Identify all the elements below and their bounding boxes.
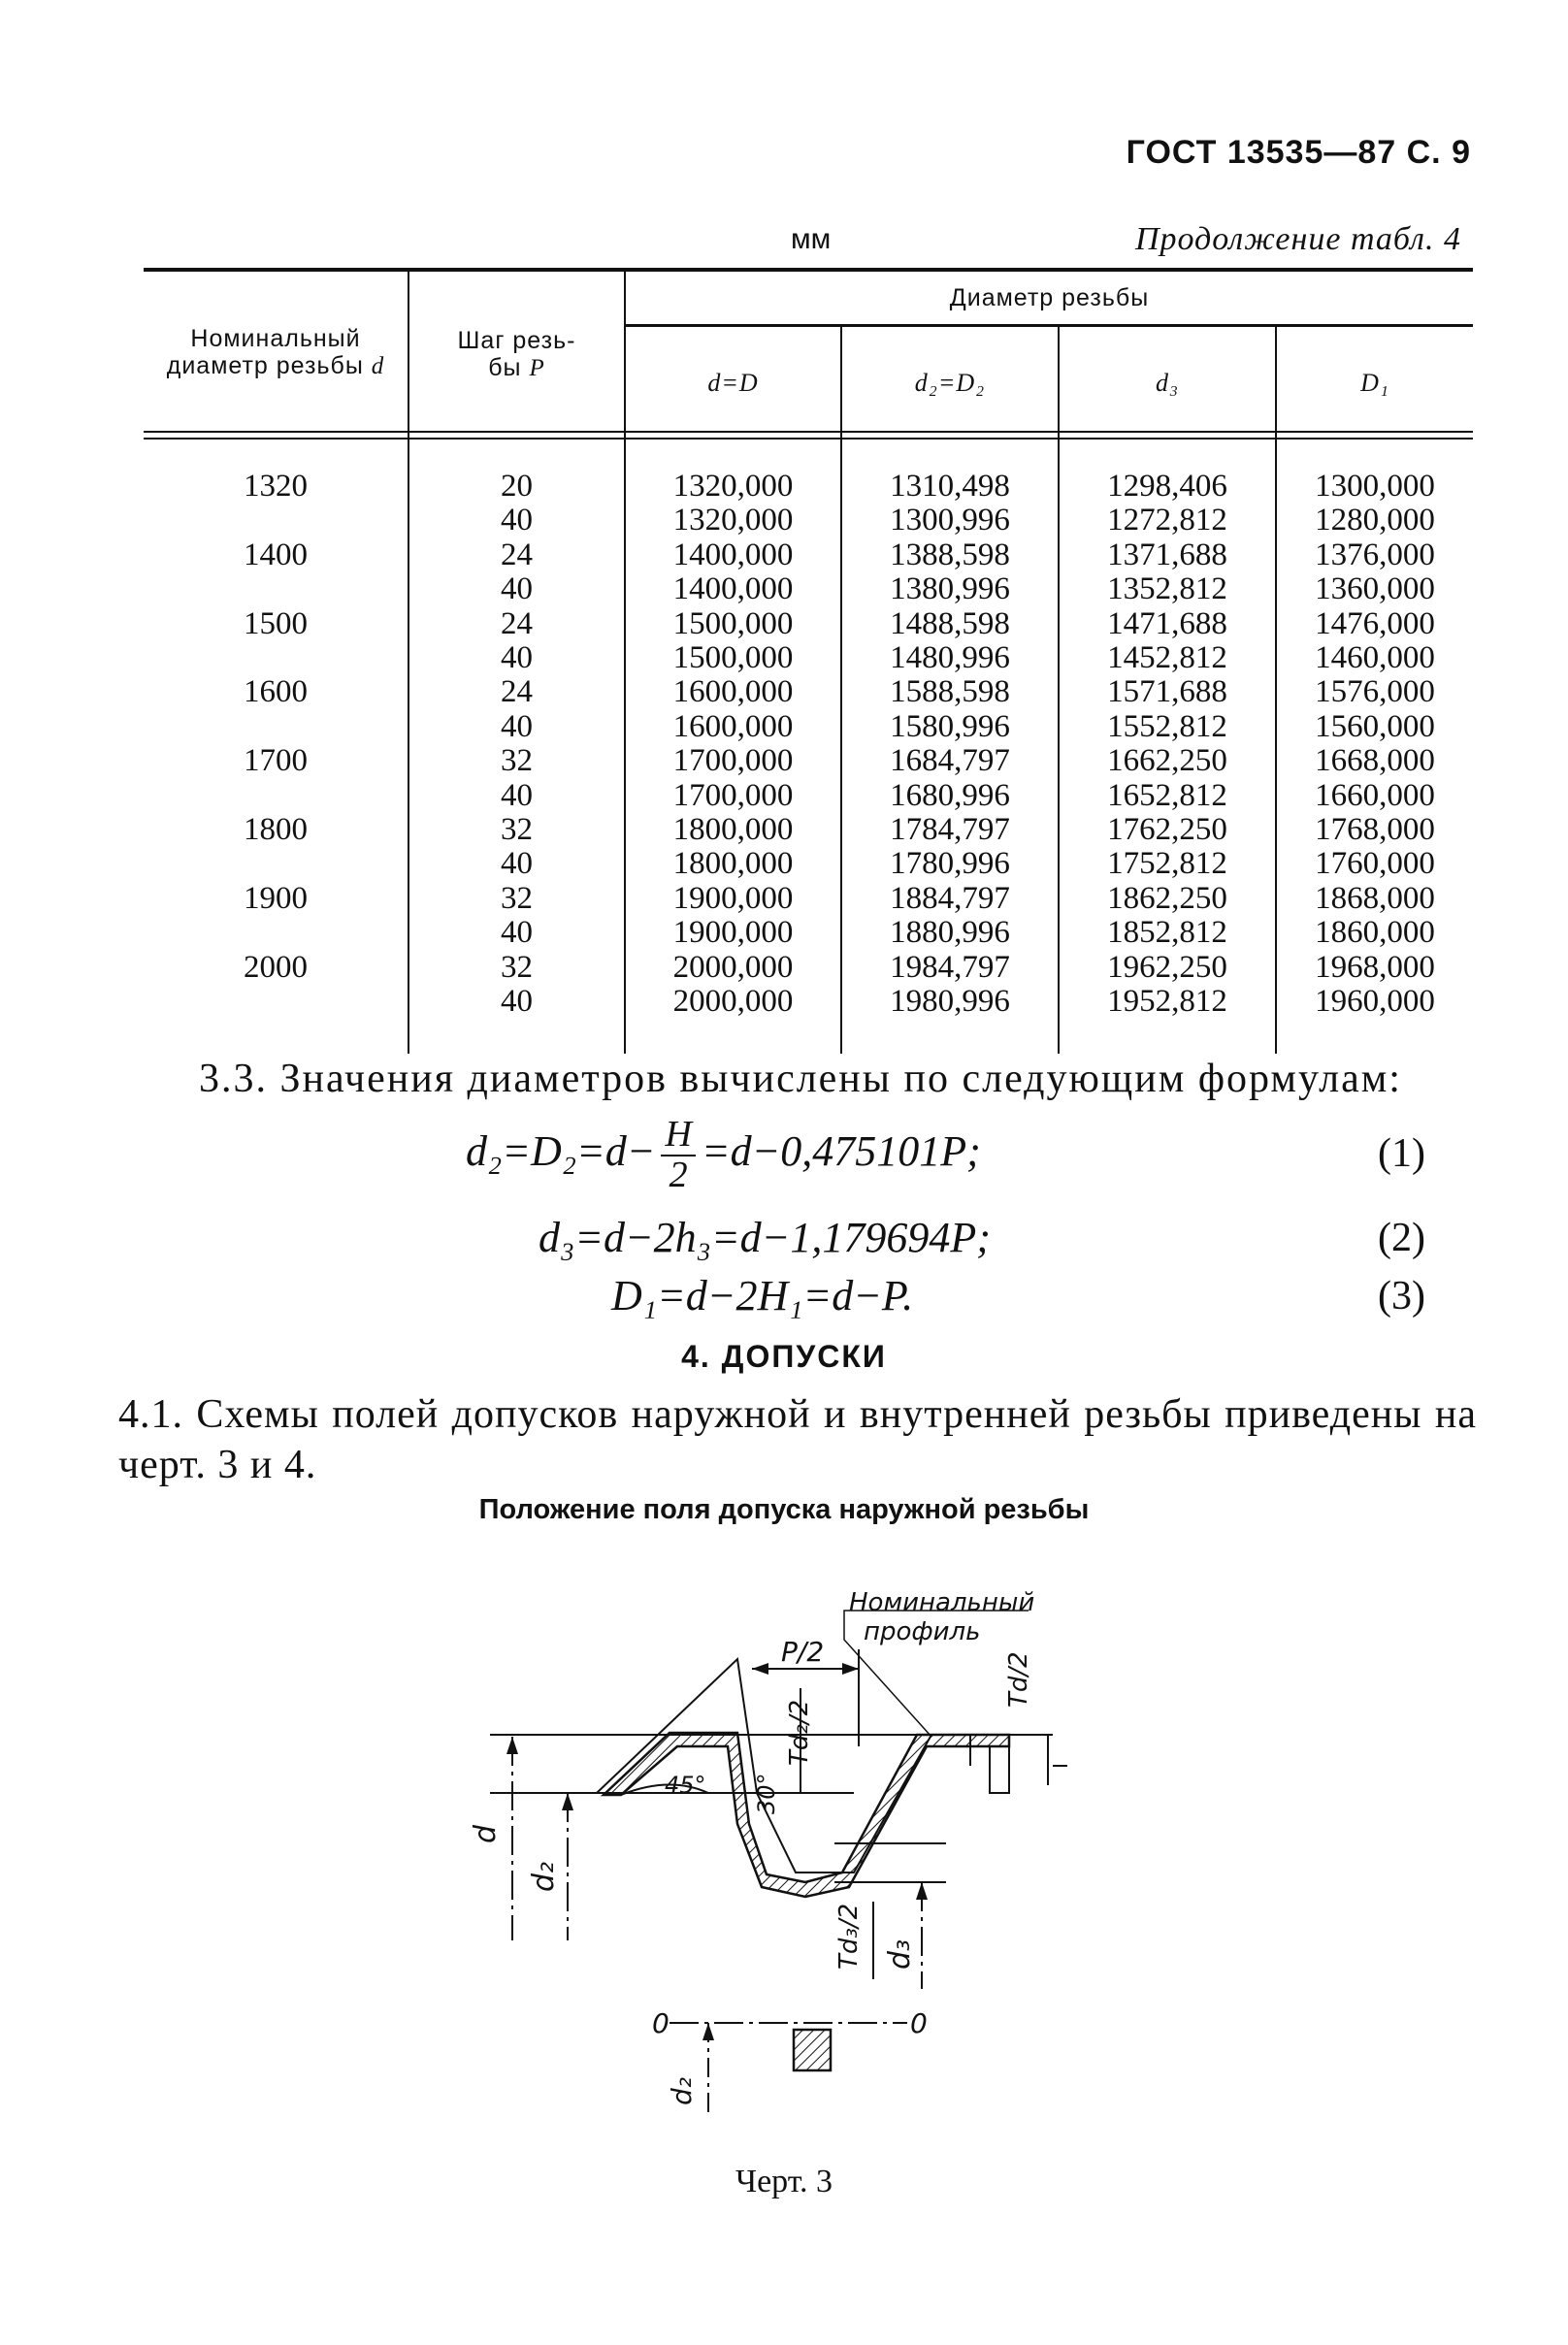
D1-cell: 1860,000 <box>1315 915 1435 951</box>
nominal-cell: 1600 <box>244 674 308 710</box>
d-D-cell: 1500,000 <box>672 605 794 641</box>
D1-cell: 1560,000 <box>1315 708 1435 744</box>
pitch-cell: 40 <box>501 708 533 744</box>
label-zero-right: 0 <box>910 2007 928 2039</box>
d3-cell: 1962,250 <box>1107 949 1227 985</box>
table-unit: мм <box>791 223 832 255</box>
formula-2: d₃=d−2h₃=d−1,179694P; <box>539 1214 991 1261</box>
D1-cell: 1968,000 <box>1315 949 1435 985</box>
page-header: ГОСТ 13535—87 С. 9 <box>1126 134 1471 171</box>
formula-1-denominator: 2 <box>669 1154 688 1195</box>
section-3-3-text: 3.3. Значения диаметров вычислены по следующим формулам: <box>199 1057 1402 1101</box>
subheader-d3: d₃ <box>1155 369 1180 397</box>
label-45: 45° <box>665 1772 706 1799</box>
section-4-1-text: 4.1. Схемы полей допусков наружной и внутренней резьбы приведены на черт. 3 и 4. <box>118 1392 1477 1487</box>
label-zero-left: 0 <box>652 2007 670 2039</box>
section-4-title: 4. ДОПУСКИ <box>681 1339 887 1374</box>
formula-3: D₁=d−2H₁=d−P. <box>611 1272 914 1319</box>
formula-1-number: (1) <box>1378 1131 1425 1176</box>
D1-cell: 1960,000 <box>1315 984 1435 1020</box>
label-nominal-2: профиль <box>864 1617 981 1646</box>
pitch-cell: 32 <box>501 949 533 985</box>
label-d2: d₂ <box>527 1861 561 1892</box>
d3-cell: 1852,812 <box>1107 915 1227 951</box>
d-D-cell: 1600,000 <box>672 674 794 710</box>
D1-cell: 1760,000 <box>1315 846 1435 882</box>
nominal-cell: 1900 <box>244 880 308 916</box>
label-td2: Td₂/2 <box>785 1699 814 1766</box>
d-D-cell: 1900,000 <box>672 880 794 916</box>
nominal-cell: 1700 <box>244 743 308 779</box>
d-D-cell: 1600,000 <box>672 708 794 744</box>
d-D-cell: 1500,000 <box>672 640 794 676</box>
pitch-cell: 32 <box>501 743 533 779</box>
nominal-cell: 1800 <box>244 811 308 847</box>
d2-cell: 1310,498 <box>890 469 1010 504</box>
d2-cell: 1980,996 <box>890 984 1010 1020</box>
d2-cell: 1680,996 <box>890 777 1010 813</box>
d2-cell: 1884,797 <box>890 880 1010 916</box>
d2-cell: 1388,598 <box>890 537 1010 572</box>
d-D-cell: 2000,000 <box>672 984 794 1020</box>
formula-1-right: =d−0,475101P; <box>701 1126 981 1175</box>
subheader-d-D: d=D <box>707 369 759 397</box>
D1-cell: 1868,000 <box>1315 880 1435 916</box>
label-d: d <box>469 1824 503 1843</box>
label-nominal-1: Номинальный <box>849 1588 1035 1617</box>
d-D-cell: 1800,000 <box>672 812 794 848</box>
pitch-cell: 40 <box>501 984 533 1020</box>
pitch-cell: 40 <box>501 846 533 882</box>
d2-cell: 1880,996 <box>890 915 1010 951</box>
pitch-cell: 40 <box>501 571 533 607</box>
D1-cell: 1768,000 <box>1315 812 1435 848</box>
pitch-cell: 40 <box>501 777 533 813</box>
formula-1-left: d₂=D₂=d− <box>466 1126 656 1175</box>
nominal-cell: 1320 <box>244 469 308 504</box>
nominal-cell: 1400 <box>244 537 308 572</box>
d3-cell: 1862,250 <box>1107 880 1227 916</box>
d2-cell: 1488,598 <box>890 605 1010 641</box>
d2-cell: 1780,996 <box>890 846 1010 882</box>
pitch-cell: 24 <box>501 674 533 710</box>
subheader-d2-D2: d₂=D₂ <box>914 369 986 397</box>
d2-cell: 1784,797 <box>890 812 1010 848</box>
d-D-cell: 1700,000 <box>672 777 794 813</box>
D1-cell: 1280,000 <box>1315 503 1435 538</box>
pitch-cell: 32 <box>501 880 533 916</box>
subheader-D1: D₁ <box>1360 369 1389 397</box>
header-thread-diameter: Диаметр резьбы <box>949 284 1150 311</box>
d3-cell: 1652,812 <box>1107 777 1227 813</box>
d3-cell: 1471,688 <box>1107 605 1227 641</box>
d2-cell: 1300,996 <box>890 503 1010 538</box>
D1-cell: 1476,000 <box>1315 605 1435 641</box>
d-D-cell: 1320,000 <box>672 469 794 504</box>
formula-3-number: (3) <box>1378 1274 1425 1319</box>
figure-caption: Черт. 3 <box>735 2164 833 2199</box>
d3-cell: 1662,250 <box>1107 743 1227 779</box>
pitch-cell: 20 <box>501 469 533 504</box>
d-D-cell: 1700,000 <box>672 743 794 779</box>
d3-cell: 1452,812 <box>1107 640 1227 676</box>
d3-cell: 1552,812 <box>1107 708 1227 744</box>
d3-cell: 1752,812 <box>1107 846 1227 882</box>
table-continuation: Продолжение табл. 4 <box>1134 221 1461 257</box>
formula-2-number: (2) <box>1378 1216 1425 1260</box>
nominal-cell: 2000 <box>244 949 308 985</box>
D1-cell: 1460,000 <box>1315 640 1435 676</box>
formula-1-numerator: H <box>661 1116 695 1156</box>
pitch-cell: 24 <box>501 537 533 572</box>
header-nominal: Номинальный диаметр резьбы d <box>166 325 385 379</box>
D1-cell: 1668,000 <box>1315 743 1435 779</box>
d2-cell: 1984,797 <box>890 949 1010 985</box>
d-D-cell: 1800,000 <box>672 846 794 882</box>
d2-cell: 1588,598 <box>890 674 1010 710</box>
d-D-cell: 2000,000 <box>672 949 794 985</box>
d2-cell: 1684,797 <box>890 743 1010 779</box>
d2-tolerance-box <box>794 2030 831 2070</box>
d3-cell: 1571,688 <box>1107 674 1227 710</box>
d-D-cell: 1900,000 <box>672 915 794 951</box>
pitch-cell: 40 <box>501 503 533 538</box>
d-D-cell: 1320,000 <box>672 503 794 538</box>
td-box <box>990 1746 1009 1793</box>
d3-cell: 1352,812 <box>1107 571 1227 607</box>
d2-cell: 1380,996 <box>890 571 1010 607</box>
label-30: 30° <box>753 1773 780 1814</box>
d3-cell: 1762,250 <box>1107 812 1227 848</box>
D1-cell: 1660,000 <box>1315 777 1435 813</box>
pitch-cell: 40 <box>501 915 533 951</box>
label-p2: P/2 <box>781 1636 825 1668</box>
label-d2-bottom: d₂ <box>666 2077 698 2105</box>
nominal-cell: 1500 <box>244 605 308 641</box>
D1-cell: 1360,000 <box>1315 571 1435 607</box>
D1-cell: 1300,000 <box>1315 469 1435 504</box>
figure-title: Положение поля допуска наружной резьбы <box>478 1494 1090 1525</box>
d-D-cell: 1400,000 <box>672 571 794 607</box>
D1-cell: 1376,000 <box>1315 537 1435 572</box>
d2-cell: 1480,996 <box>890 640 1010 676</box>
pitch-cell: 40 <box>501 640 533 676</box>
pitch-cell: 24 <box>501 605 533 641</box>
label-d3: d₃ <box>883 1938 917 1970</box>
label-td3: Td₃/2 <box>834 1903 864 1970</box>
header-pitch: Шаг резь- бы P <box>457 327 576 381</box>
D1-cell: 1576,000 <box>1315 674 1435 710</box>
d3-cell: 1371,688 <box>1107 537 1227 572</box>
d2-cell: 1580,996 <box>890 708 1010 744</box>
d3-cell: 1952,812 <box>1107 984 1227 1020</box>
d3-cell: 1272,812 <box>1107 503 1227 538</box>
label-td: Td/2 <box>1004 1651 1033 1708</box>
d3-cell: 1298,406 <box>1107 469 1227 504</box>
pitch-cell: 32 <box>501 812 533 848</box>
d-D-cell: 1400,000 <box>672 537 794 572</box>
